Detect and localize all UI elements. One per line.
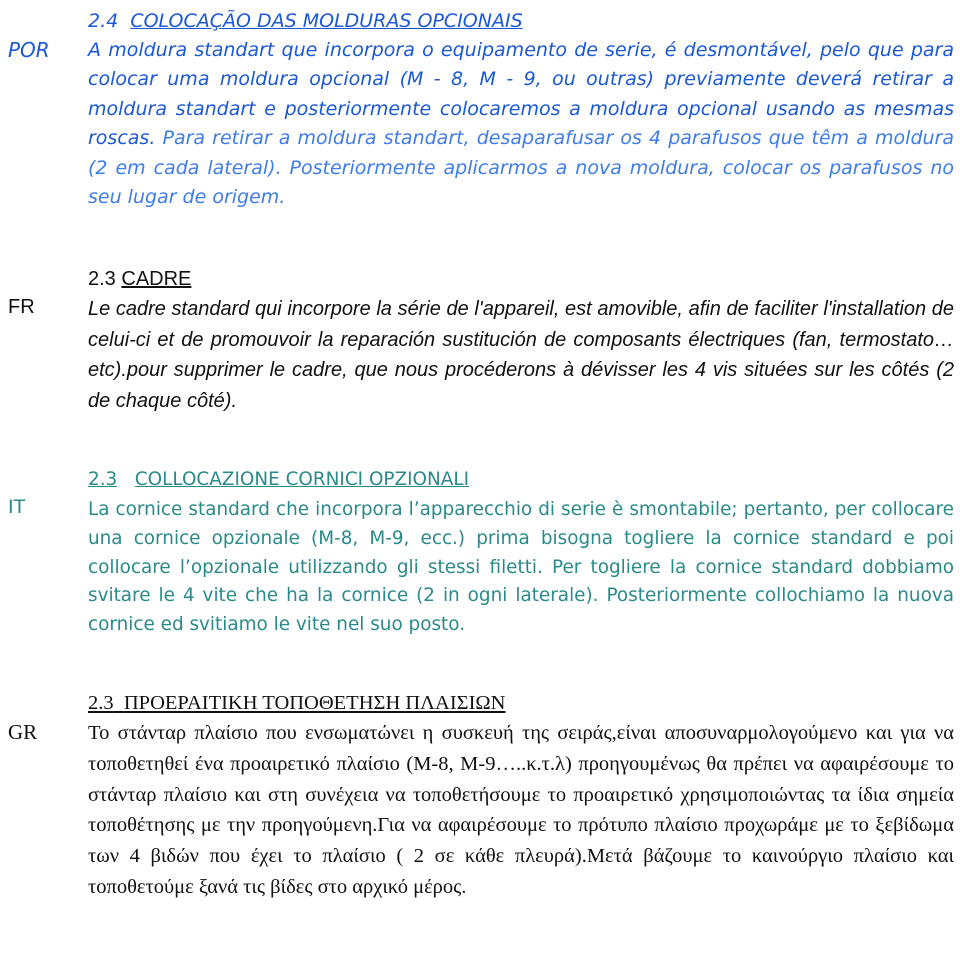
heading-number: 2.3	[88, 268, 116, 290]
heading-number: 2.3	[88, 469, 118, 490]
section-body-por	[88, 36, 954, 212]
section-heading-gr	[88, 688, 505, 718]
paragraph-gr: Το στάνταρ πλαίσιο που ενσωματώνει η συσκευή της σειράς,είναι αποσυναρμολογούμενο και για να τοποθετηθεί ένα προαιρετικό πλαίσιο (M-8, M-9…..κ.τ.λ) προηγουμένως θα πρέπει να αφαιρέσουμε το στάνταρ πλαίσιο και στη συνέχεια να τοποθετήσουμε το προαιρετικό χρησιμοποιώντας τα ίδια σημεία τοποθέτησης με την προηγούμενη.Για να αφαιρέσουμε το πρότυπο πλαίσιο προχωράμε με το ξεβίδωμα των 4 βιδών που έχει το πλαίσιο ( 2 σε κάθε πλευρά).Μετά βάζουμε το καινούργιο πλαίσιο και τοποθετούμε ξανά τις βίδες στο αρχικό μέρος.	[88, 722, 954, 898]
heading-title: COLOCAÇÃO DAS MOLDURAS OPCIONAIS	[130, 10, 523, 32]
language-label-por: POR	[8, 38, 50, 62]
section-heading-por	[88, 6, 523, 36]
heading-title: CADRE	[121, 268, 192, 290]
paragraph-fr: Le cadre standard qui incorpore la série de l'appareil, est amovible, afin de faciliter l'installation de celui-ci et de promouvoir la reparación sustitución de composants électriques (fan, termostato…etc).pour supprimer le cadre, que nous procéderons à dévisser les 4 vis situées sur les côtés (2 de chaque côté).	[88, 298, 954, 412]
heading-number: 2.4	[88, 10, 119, 32]
heading-title: COLLOCAZIONE CORNICI OPZIONALI	[134, 469, 470, 490]
paragraph-it: La cornice standard che incorpora l’apparecchio di serie è smontabile; pertanto, per collocare una cornice opzionale (M-8, M-9, ecc.) prima bisogna togliere la cornice standard e poi collocare l’opzionale utilizzando gli stessi filetti. Per togliere la cornice standard dobbiamo svitare le 4 vite che ha la cornice (2 in ogni laterale). Posteriormente collochiamo la nuova cornice ed svitiamo le vite nel suo posto.	[88, 499, 954, 636]
section-body-it	[88, 496, 954, 640]
paragraph-main: A moldura standart que incorpora o equipamento de serie, é desmontável, pelo que para colocar uma moldura opcional (M - 8, M - 9, ou outras) previamente deverá retirar a moldura standart e posteriormente colocaremos a moldura opcional usando as mesmas roscas.	[88, 39, 954, 150]
section-body-gr	[88, 718, 954, 903]
paragraph-tail: Para retirar a moldura standart, desaparafusar os 4 parafusos que têm a moldura (2 em cada lateral). Posteriormente aplicarmos a nova moldura, colocar os parafusos no seu lugar de origem.	[88, 127, 955, 209]
heading-number: 2.3	[88, 692, 114, 714]
heading-title: ΠΡΟΕΡΑΙΤΙΚΗ ΤΟΠΟΘΕΤΗΣΗ ΠΛΑΙΣΙΩΝ	[123, 692, 506, 714]
section-heading-it	[88, 464, 469, 496]
paragraph-por	[88, 36, 954, 212]
language-label-fr: FR	[8, 296, 35, 318]
section-heading-fr	[88, 264, 191, 294]
language-label-it: IT	[8, 496, 26, 518]
language-label-gr: GR	[8, 720, 38, 744]
section-body-fr	[88, 294, 954, 416]
